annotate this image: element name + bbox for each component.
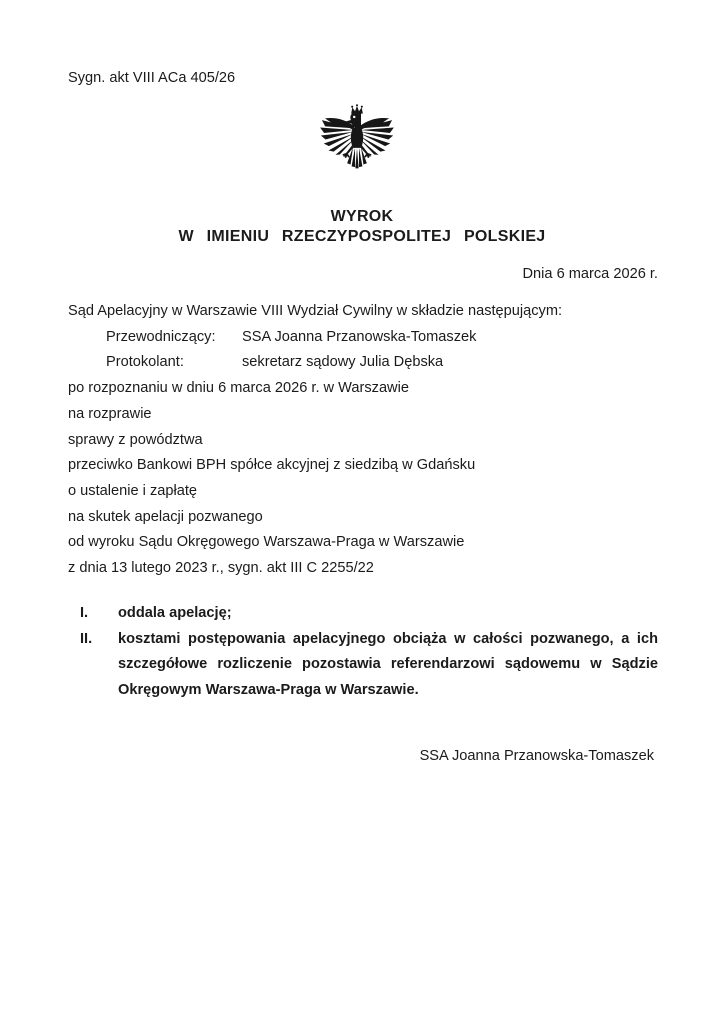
judgment-heading bbox=[0, 207, 724, 247]
case-line: o ustalenie i zapłatę bbox=[68, 482, 197, 499]
panel-person-name: sekretarz sądowy Julia Dębska bbox=[242, 354, 444, 371]
ruling-item-2 bbox=[68, 627, 658, 704]
case-line: na rozprawie bbox=[68, 405, 152, 422]
judge-signature: SSA Joanna Przanowska-Tomaszek bbox=[419, 748, 654, 764]
coat-of-arms bbox=[0, 104, 724, 186]
case-number: Sygn. akt VIII ACa 405/26 bbox=[68, 70, 236, 86]
judgment-subtitle: W IMIENIU RZECZYPOSPOLITEJ POLSKIEJ bbox=[178, 228, 546, 245]
judgment-body bbox=[68, 299, 658, 582]
ruling-list bbox=[68, 601, 658, 703]
case-line: przeciwko Bankowi BPH spółce akcyjnej z siedzibą w Gdańsku bbox=[68, 457, 476, 474]
panel-row-clerk bbox=[68, 350, 658, 376]
judgment-date: Dnia 6 marca 2026 r. bbox=[522, 266, 658, 282]
panel-row-presiding bbox=[68, 325, 658, 351]
case-line: sprawy z powództwa bbox=[68, 431, 203, 448]
polish-eagle-icon bbox=[330, 104, 395, 186]
ruling-text: oddala apelację; bbox=[118, 605, 232, 621]
ruling-number: I. bbox=[80, 605, 89, 621]
indent-spacer bbox=[68, 325, 106, 351]
ruling-item-1 bbox=[68, 601, 658, 627]
case-line: po rozpoznaniu w dniu 6 marca 2026 r. w Warszawie bbox=[68, 380, 409, 397]
judgment-title: WYROK bbox=[330, 208, 394, 225]
ruling-number: II. bbox=[80, 630, 93, 647]
panel-role-label: Przewodniczący: bbox=[106, 328, 216, 345]
case-line: na skutek apelacji pozwanego bbox=[68, 508, 263, 525]
case-line: z dnia 13 lutego 2023 r., sygn. akt III C 2255/22 bbox=[68, 560, 374, 577]
case-line: od wyroku Sądu Okręgowego Warszawa-Praga w Warszawie bbox=[68, 534, 465, 551]
panel-role-label: Protokolant: bbox=[106, 354, 184, 371]
panel-person-name: SSA Joanna Przanowska-Tomaszek bbox=[242, 328, 477, 345]
ruling-text: kosztami postępowania apelacyjnego obciąża w całości pozwanego, a ich szczegółowe rozliczenie pozostawia referendarzowi sądowemu w Sądzie Okręgowym Warszawa-Praga w Warszawie. bbox=[118, 630, 658, 698]
composition-intro: Sąd Apelacyjny w Warszawie VIII Wydział Cywilny w składzie następującym: bbox=[68, 303, 563, 319]
indent-spacer bbox=[68, 350, 106, 376]
